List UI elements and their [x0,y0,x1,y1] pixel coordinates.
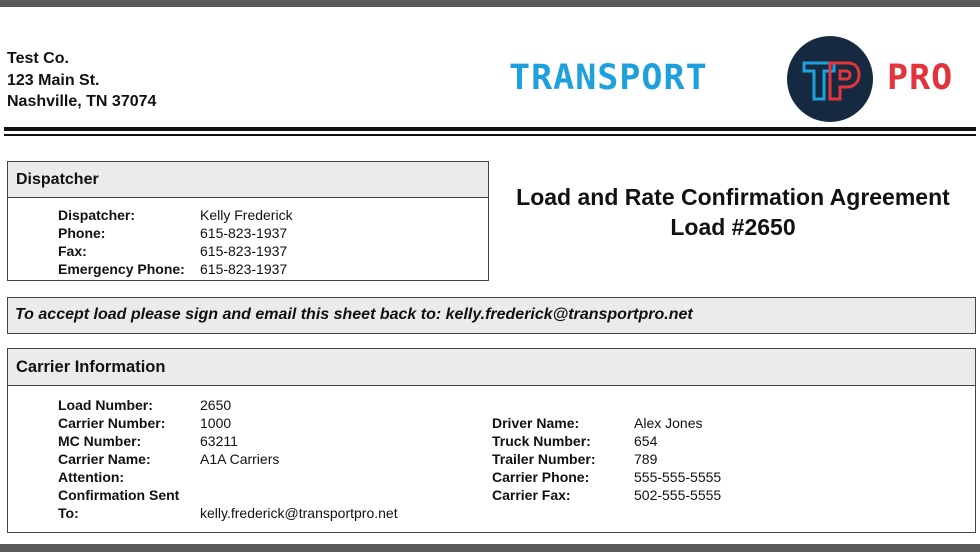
dispatcher-section [7,161,489,281]
load-number-label: Load Number: [58,397,153,413]
company-name: Test Co. [7,50,69,67]
dispatcher-label: Dispatcher: [58,207,136,223]
company-city: Nashville, TN 37074 [7,93,157,110]
carrier-name-label: Carrier Name: [58,451,151,467]
trailer-number-label: Trailer Number: [492,451,596,467]
logo-emblem-icon [787,36,873,122]
dispatcher-heading: Dispatcher [8,162,488,198]
title-load-number: Load #2650 [670,214,796,240]
carrier-name-value: A1A Carriers [200,451,280,467]
confirmation-sent-label: Confirmation Sent [58,487,180,503]
driver-name-value: Alex Jones [634,415,703,431]
trailer-number-value: 789 [634,451,658,467]
attention-label: Attention: [58,469,125,485]
carrier-number-value: 1000 [200,415,232,431]
fax-label: Fax: [58,243,87,259]
document-title [490,182,976,242]
header-rule-thick [4,127,976,131]
tp-monogram-icon [787,36,873,122]
carrier-phone-value: 555-555-5555 [634,469,722,485]
carrier-number-label: Carrier Number: [58,415,166,431]
company-street: 123 Main St. [7,71,100,89]
header-rule-thin [4,134,976,136]
top-border [0,0,980,7]
accept-note: To accept load please sign and email this sheet back to: kelly.frederick@transportpro.net [15,306,693,323]
load-number-value: 2650 [200,397,232,413]
confirmation-to-label: To: [58,505,79,521]
company-address [7,48,156,113]
fax-value: 615-823-1937 [200,243,288,259]
emergency-phone-value: 615-823-1937 [200,261,288,277]
phone-label: Phone: [58,225,106,241]
logo-word-transport: TRANSPORT [509,58,708,98]
carrier-fax-value: 502-555-5555 [634,487,722,503]
carrier-fax-label: Carrier Fax: [492,487,571,503]
transport-pro-logo [509,36,975,122]
accept-instructions [7,297,976,334]
carrier-heading: Carrier Information [8,349,975,386]
mc-number-value: 63211 [200,433,238,449]
emergency-phone-label: Emergency Phone: [58,261,185,277]
confirmation-email-value: kelly.frederick@transportpro.net [200,505,398,521]
bottom-border [0,544,980,552]
truck-number-label: Truck Number: [492,433,591,449]
phone-value: 615-823-1937 [200,225,288,241]
logo-word-pro: PRO [887,58,954,98]
driver-name-label: Driver Name: [492,415,580,431]
dispatcher-value: Kelly Frederick [200,207,293,223]
carrier-information-section [7,348,976,533]
title-line-1: Load and Rate Confirmation Agreement [516,184,950,210]
truck-number-value: 654 [634,433,658,449]
carrier-phone-label: Carrier Phone: [492,469,590,485]
mc-number-label: MC Number: [58,433,142,449]
